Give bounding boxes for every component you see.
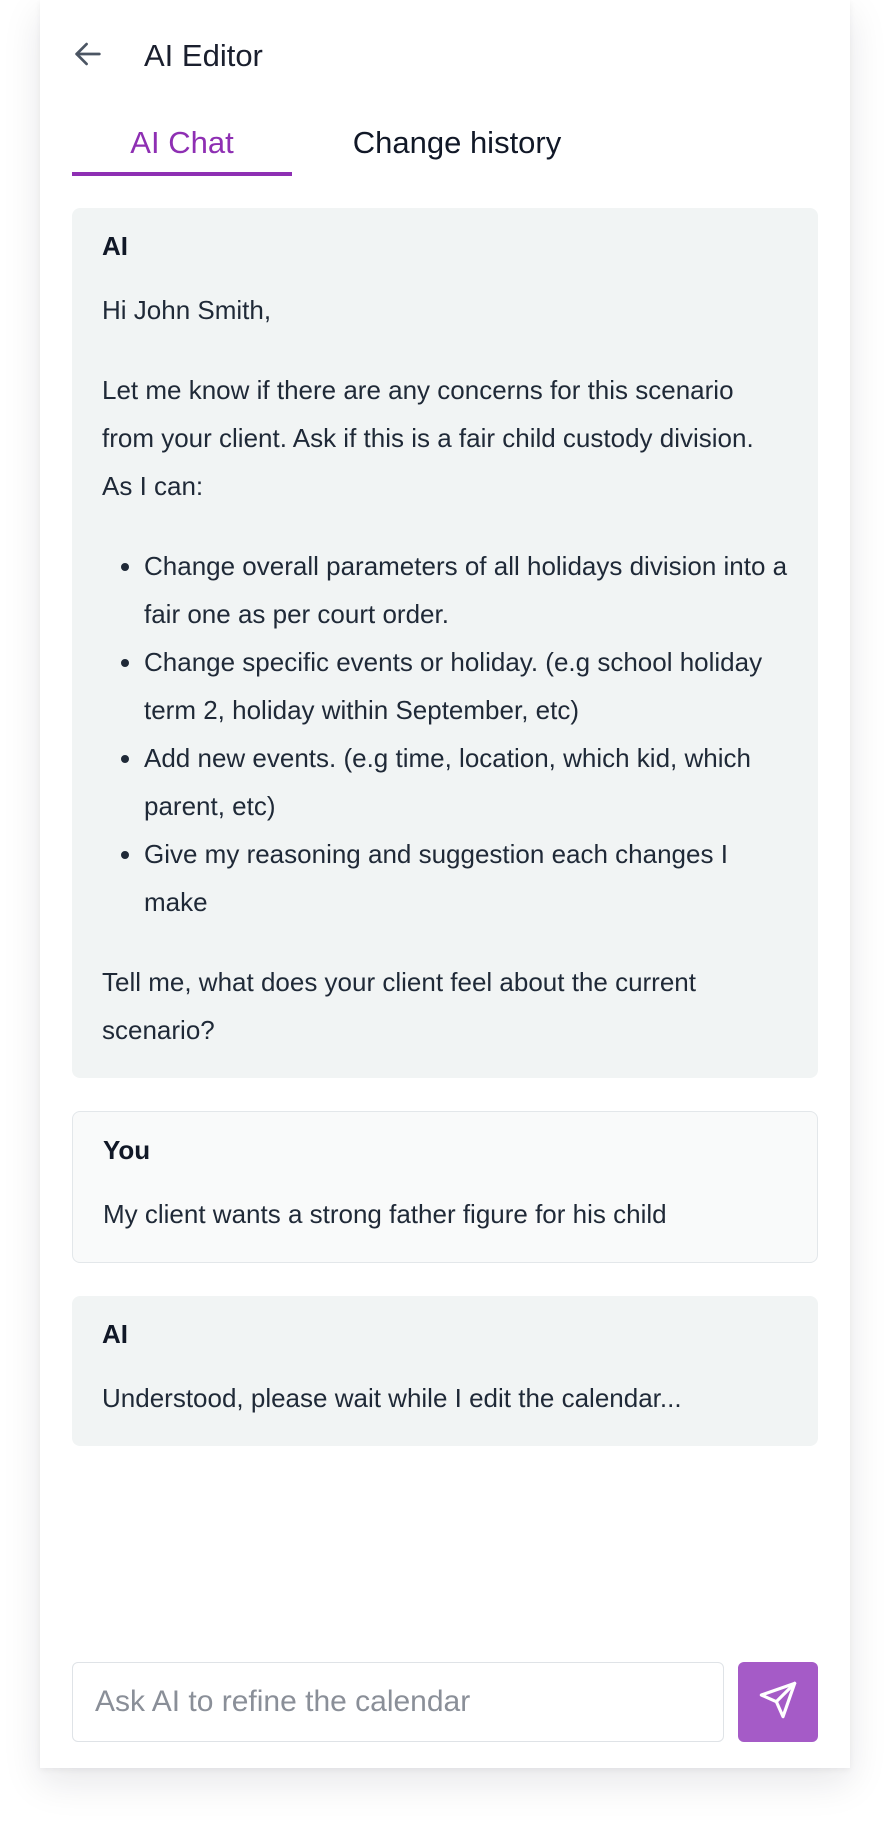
ai-editor-panel	[40, 0, 850, 1768]
chat-input[interactable]	[72, 1662, 724, 1742]
list-item: • Change overall parameters of all holidays division into a fair one as per court order.	[144, 542, 788, 638]
tab-bar	[72, 118, 818, 176]
message-intro: Let me know if there are any concerns for this scenario from your client. Ask if this is a fair child custody division. As I can:	[102, 375, 754, 501]
arrow-left-icon	[71, 37, 105, 76]
send-icon	[758, 1680, 798, 1725]
message-sender: AI	[102, 231, 128, 261]
message-text: Understood, please wait while I edit the calendar...	[102, 1383, 682, 1413]
user-message	[72, 1111, 818, 1263]
list-item: • Change specific events or holiday. (e.g school holiday term 2, holiday within September, etc)	[144, 638, 788, 734]
chat-messages	[72, 208, 818, 1479]
send-button[interactable]	[738, 1662, 818, 1742]
message-text: My client wants a strong father figure for his child	[103, 1199, 667, 1229]
list-item: • Give my reasoning and suggestion each changes I make	[144, 830, 788, 926]
message-closing: Tell me, what does your client feel about the current scenario?	[102, 967, 696, 1045]
message-greeting: Hi John Smith,	[102, 295, 272, 325]
tab-ai-chat[interactable]: AI Chat	[72, 118, 292, 176]
ai-message	[72, 208, 818, 1078]
chat-composer	[72, 1662, 818, 1742]
ai-message	[72, 1296, 818, 1446]
message-sender: You	[103, 1135, 151, 1165]
page-title: AI Editor	[144, 38, 263, 73]
header	[40, 0, 850, 112]
message-sender: AI	[102, 1319, 128, 1349]
capabilities-list	[102, 542, 788, 926]
list-item: • Add new events. (e.g time, location, which kid, which parent, etc)	[144, 734, 788, 830]
tab-change-history[interactable]: Change history	[352, 125, 562, 160]
back-button[interactable]	[68, 36, 108, 76]
